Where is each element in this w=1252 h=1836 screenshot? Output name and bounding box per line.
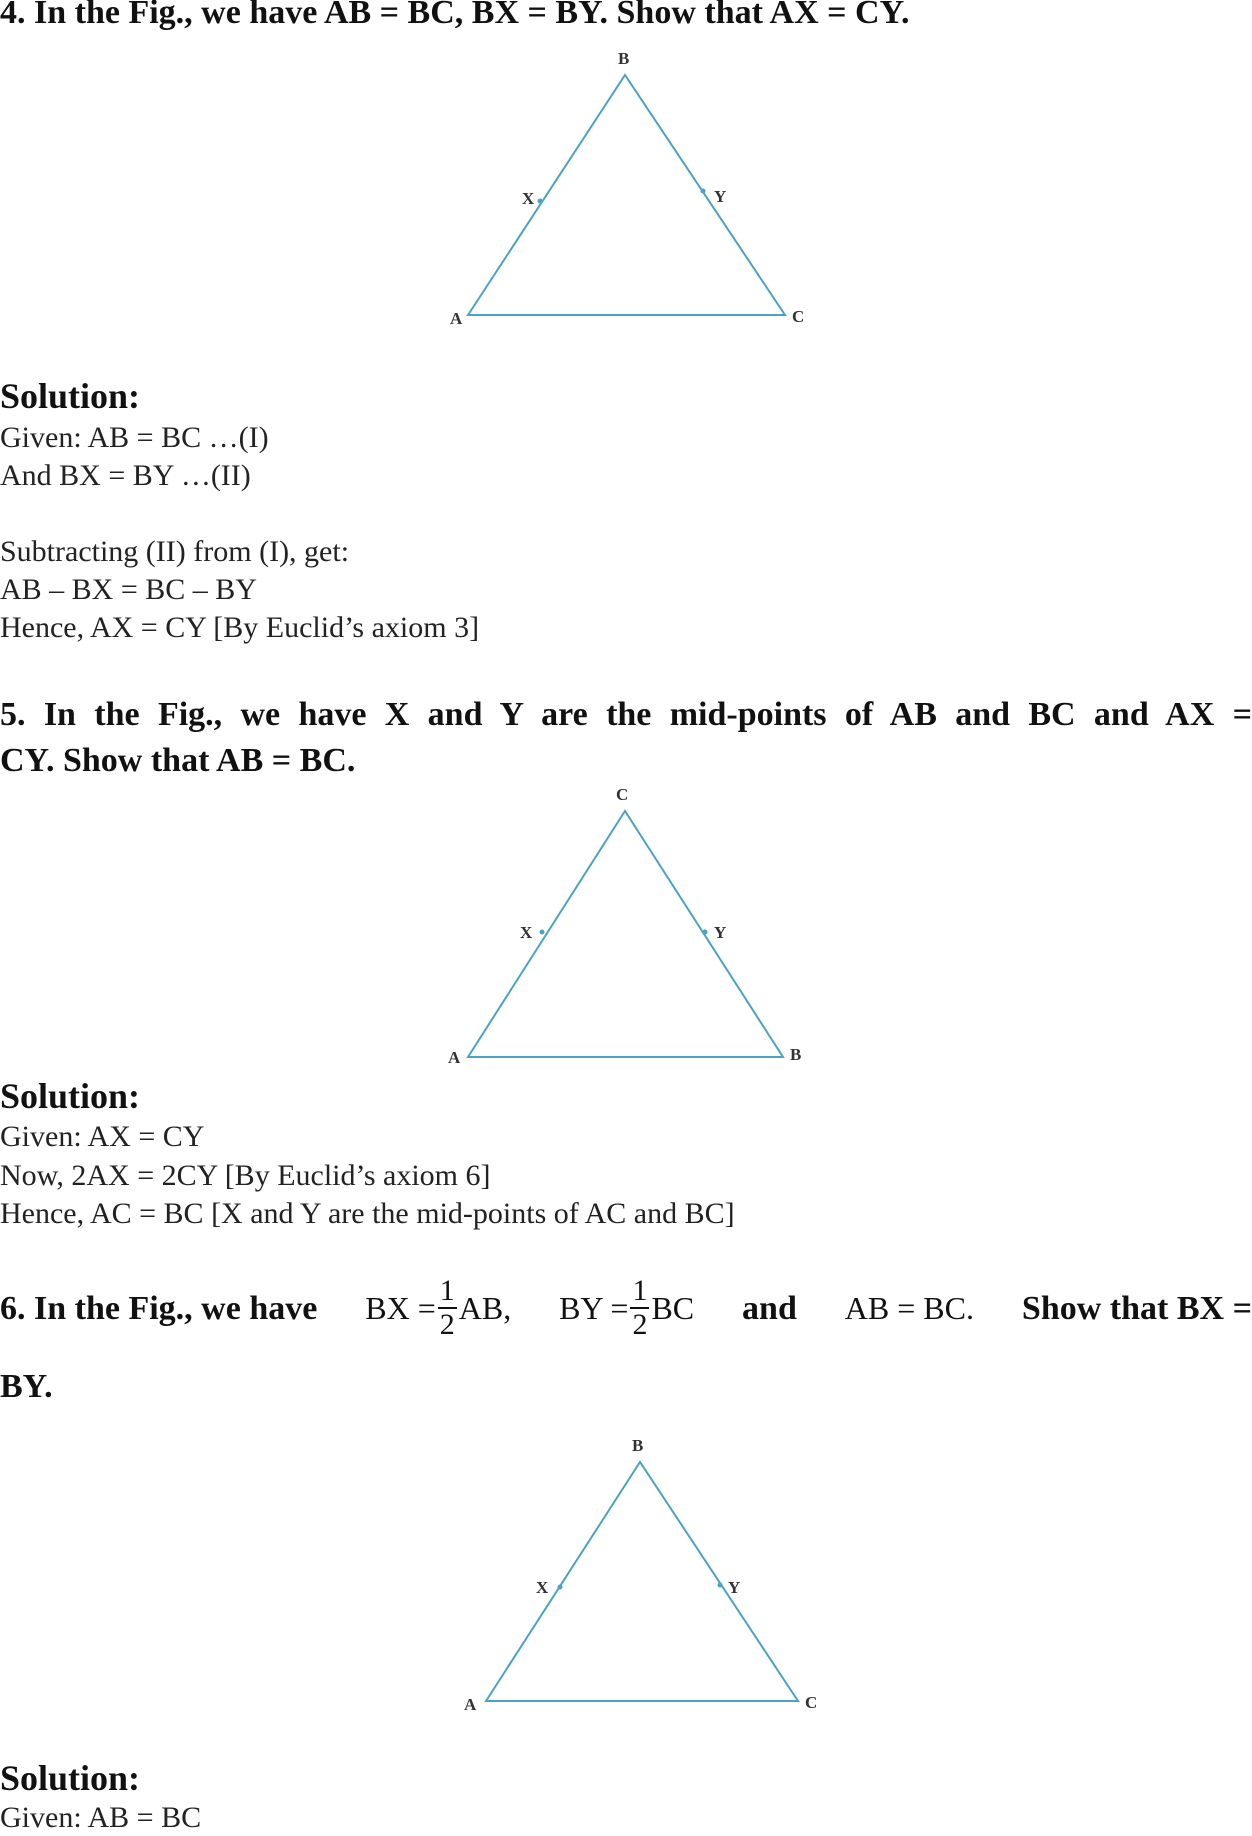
q5-label-top: C: [616, 785, 629, 804]
q5-label-bottom-left: A: [448, 1048, 461, 1067]
q6-line-1: Given: AB = BC: [0, 1801, 202, 1834]
q6-equation-bx: BX = $\frac{1}{2}$ AB,: [365, 1274, 512, 1341]
q5-triangle: [468, 811, 783, 1057]
q5-line-1: Given: AX = CY: [0, 1120, 205, 1153]
q6-heading-suffix: Show that BX =: [1021, 1289, 1252, 1327]
q4-label-top: B: [618, 49, 630, 68]
q4-line-4: AB – BX = BC – BY: [0, 573, 257, 606]
q5-label-right: Y: [714, 923, 727, 942]
q5-point-y: [703, 930, 708, 935]
q4-line-2: And BX = BY …(II): [0, 459, 251, 492]
q4-point-y: [701, 189, 706, 194]
q6-label-bottom-left: A: [464, 1695, 477, 1714]
q4-label-bottom-right: C: [792, 307, 805, 326]
q5-label-bottom-right: B: [790, 1045, 802, 1064]
q6-word-and: and: [742, 1289, 797, 1327]
q5-solution-label: Solution:: [0, 1076, 141, 1116]
q4-triangle-figure: [430, 42, 830, 342]
q6-equation-by: BY = $\frac{1}{2}$ BC: [559, 1274, 695, 1341]
q5-triangle-figure: [430, 780, 830, 1070]
q6-label-top: B: [632, 1436, 644, 1455]
q4-line-1: Given: AB = BC …(I): [0, 421, 269, 454]
q4-line-3: Subtracting (II) from (I), get:: [0, 535, 350, 568]
q5-heading-line-1: 5. In the Fig., we have X and Y are the mid-points of AB and BC and AX =: [0, 696, 1252, 733]
q6-label-left: X: [536, 1578, 549, 1597]
q4-label-bottom-left: A: [450, 309, 463, 328]
q5-heading-line-2: CY. Show that AB = BC.: [0, 742, 356, 779]
q6-heading-prefix: 6. In the Fig., we have: [0, 1289, 318, 1327]
q4-triangle: [468, 75, 785, 315]
q4-point-x: [538, 199, 543, 204]
q4-solution-label: Solution:: [0, 376, 141, 416]
q6-point-x: [558, 1585, 563, 1590]
q4-heading: 4. In the Fig., we have AB = BC, BX = BY. Show that AX = CY.: [0, 0, 910, 31]
q5-line-2: Now, 2AX = 2CY [By Euclid’s axiom 6]: [0, 1159, 491, 1192]
q6-triangle: [486, 1462, 798, 1701]
q6-point-y: [718, 1583, 723, 1588]
q6-triangle-figure: [450, 1428, 850, 1718]
q4-line-5: Hence, AX = CY [By Euclid’s axiom 3]: [0, 611, 480, 644]
q6-label-bottom-right: C: [805, 1693, 818, 1712]
q6-solution-label: Solution:: [0, 1758, 141, 1798]
q5-point-x: [540, 930, 545, 935]
q5-line-3: Hence, AC = BC [X and Y are the mid-points of AC and BC]: [0, 1197, 735, 1230]
q5-label-left: X: [520, 923, 533, 942]
q4-label-right: Y: [714, 187, 727, 206]
q6-heading-line-1: [0, 1275, 1252, 1341]
q4-label-left: X: [522, 189, 535, 208]
q6-label-right: Y: [728, 1578, 741, 1597]
q6-heading-line-2: BY.: [0, 1368, 53, 1405]
q6-equation-ab-bc: AB = BC.: [844, 1289, 974, 1326]
